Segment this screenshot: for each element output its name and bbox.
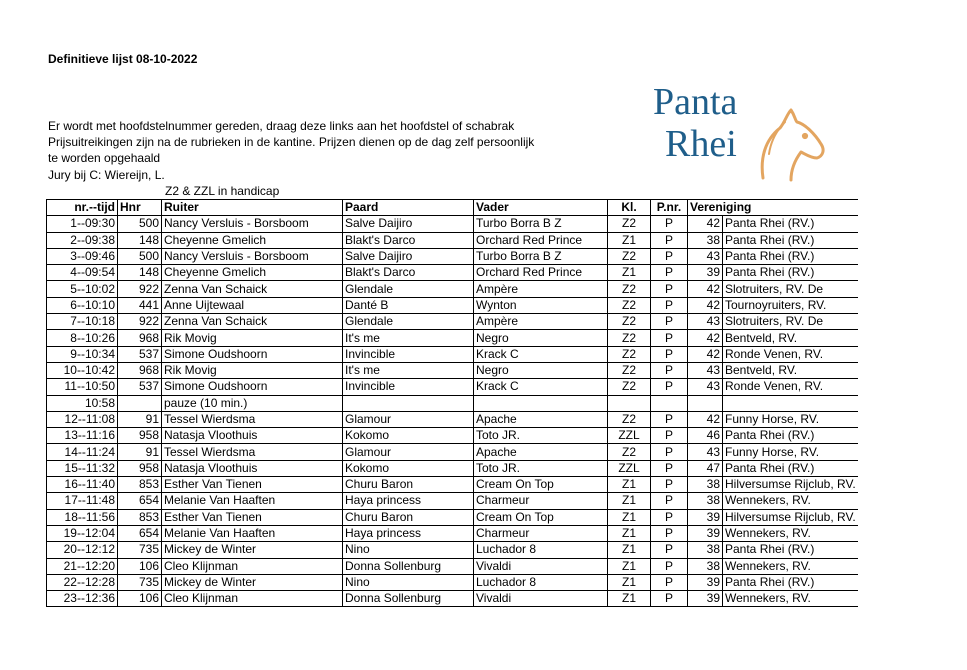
cell-vader <box>474 395 608 411</box>
cell-pnr: P <box>651 265 688 281</box>
cell-kl: ZZL <box>608 460 651 476</box>
cell-hnr: 500 <box>118 216 162 232</box>
header-hnr: Hnr <box>118 200 162 216</box>
cell-hnr: 91 <box>118 444 162 460</box>
table-row <box>47 411 858 427</box>
cell-paard: Haya princess <box>343 525 474 541</box>
cell-pnr: P <box>651 493 688 509</box>
cell-pnr: P <box>651 297 688 313</box>
jury-line: Jury bij C: Wiereijn, L. <box>48 167 165 182</box>
cell-kl: Z1 <box>608 477 651 493</box>
cell-paard: Haya princess <box>343 493 474 509</box>
cell-vader: Negro <box>474 330 608 346</box>
cell-hnr: 537 <box>118 346 162 362</box>
cell-vader: Charmeur <box>474 493 608 509</box>
cell-nr-tijd: 10--10:42 <box>47 362 118 378</box>
cell-nr-tijd: 22--12:28 <box>47 574 118 590</box>
cell-pnr: P <box>651 574 688 590</box>
cell-proef-nr: 38 <box>688 493 723 509</box>
table-row <box>47 477 858 493</box>
cell-vereniging <box>723 395 858 411</box>
cell-vader: Ampère <box>474 314 608 330</box>
cell-proef-nr: 42 <box>688 297 723 313</box>
cell-hnr: 106 <box>118 591 162 607</box>
cell-vereniging: Panta Rhei (RV.) <box>723 542 858 558</box>
intro-line: Prijsuitreikingen zijn na de rubrieken in de kantine. Prijzen dienen op de dag zelf persoonlijk <box>48 135 535 150</box>
cell-nr-tijd: 17--11:48 <box>47 493 118 509</box>
table-row <box>47 314 858 330</box>
cell-hnr: 922 <box>118 281 162 297</box>
cell-nr-tijd: 3--09:46 <box>47 248 118 264</box>
table-row <box>47 428 858 444</box>
header-nr-tijd: nr.--tijd <box>47 200 118 216</box>
cell-paard: It's me <box>343 330 474 346</box>
cell-vereniging: Bentveld, RV. <box>723 330 858 346</box>
cell-vereniging: Wennekers, RV. <box>723 591 858 607</box>
cell-ruiter: Melanie Van Haaften <box>162 493 343 509</box>
cell-ruiter: Mickey de Winter <box>162 574 343 590</box>
cell-kl: Z1 <box>608 509 651 525</box>
cell-ruiter: Melanie Van Haaften <box>162 525 343 541</box>
cell-proef-nr: 42 <box>688 411 723 427</box>
cell-proef-nr: 43 <box>688 444 723 460</box>
cell-pnr: P <box>651 542 688 558</box>
table-row <box>47 232 858 248</box>
cell-pnr: P <box>651 281 688 297</box>
cell-nr-tijd: 6--10:10 <box>47 297 118 313</box>
cell-nr-tijd: 23--12:36 <box>47 591 118 607</box>
table-row <box>47 248 858 264</box>
cell-kl: Z1 <box>608 265 651 281</box>
document-title: Definitieve lijst 08-10-2022 <box>48 52 198 66</box>
cell-hnr: 922 <box>118 314 162 330</box>
cell-hnr: 958 <box>118 428 162 444</box>
cell-vereniging: Wennekers, RV. <box>723 493 858 509</box>
cell-nr-tijd: 7--10:18 <box>47 314 118 330</box>
cell-paard: Donna Sollenburg <box>343 558 474 574</box>
cell-pnr: P <box>651 411 688 427</box>
cell-proef-nr: 38 <box>688 542 723 558</box>
cell-paard: Blakt's Darco <box>343 265 474 281</box>
cell-ruiter: pauze (10 min.) <box>162 395 343 411</box>
cell-hnr: 735 <box>118 542 162 558</box>
table-row <box>47 574 858 590</box>
table-row <box>47 330 858 346</box>
cell-pnr: P <box>651 558 688 574</box>
cell-paard: Kokomo <box>343 460 474 476</box>
cell-hnr: 735 <box>118 574 162 590</box>
cell-vader: Orchard Red Prince <box>474 232 608 248</box>
cell-proef-nr: 43 <box>688 314 723 330</box>
cell-hnr: 441 <box>118 297 162 313</box>
cell-proef-nr: 39 <box>688 525 723 541</box>
cell-kl: Z2 <box>608 362 651 378</box>
cell-vereniging: Panta Rhei (RV.) <box>723 574 858 590</box>
cell-ruiter: Simone Oudshoorn <box>162 346 343 362</box>
cell-kl: Z2 <box>608 330 651 346</box>
cell-proef-nr: 39 <box>688 591 723 607</box>
cell-proef-nr: 39 <box>688 574 723 590</box>
table-row <box>47 281 858 297</box>
cell-vader: Turbo Borra B Z <box>474 216 608 232</box>
cell-hnr: 537 <box>118 379 162 395</box>
cell-ruiter: Natasja Vloothuis <box>162 460 343 476</box>
cell-kl: Z2 <box>608 281 651 297</box>
cell-vereniging: Funny Horse, RV. <box>723 444 858 460</box>
cell-vader: Cream On Top <box>474 509 608 525</box>
cell-hnr <box>118 395 162 411</box>
cell-vereniging: Hilversumse Rijclub, RV. <box>723 477 858 493</box>
cell-nr-tijd: 12--11:08 <box>47 411 118 427</box>
cell-vader: Cream On Top <box>474 477 608 493</box>
horse-head-icon <box>762 110 823 180</box>
cell-paard: Nino <box>343 542 474 558</box>
cell-pnr: P <box>651 477 688 493</box>
panta-rhei-logo <box>645 78 835 188</box>
cell-pnr: P <box>651 591 688 607</box>
cell-kl: Z2 <box>608 411 651 427</box>
cell-proef-nr: 43 <box>688 248 723 264</box>
cell-paard: Invincible <box>343 346 474 362</box>
cell-ruiter: Esther Van Tienen <box>162 509 343 525</box>
cell-vader: Luchador 8 <box>474 542 608 558</box>
cell-vereniging: Panta Rhei (RV.) <box>723 265 858 281</box>
cell-vader: Wynton <box>474 297 608 313</box>
cell-pnr: P <box>651 460 688 476</box>
cell-nr-tijd: 16--11:40 <box>47 477 118 493</box>
cell-ruiter: Cleo Klijnman <box>162 558 343 574</box>
cell-vereniging: Panta Rhei (RV.) <box>723 460 858 476</box>
cell-pnr: P <box>651 509 688 525</box>
cell-kl <box>608 395 651 411</box>
cell-nr-tijd: 5--10:02 <box>47 281 118 297</box>
cell-vereniging: Panta Rhei (RV.) <box>723 428 858 444</box>
cell-proef-nr <box>688 395 723 411</box>
cell-hnr: 654 <box>118 493 162 509</box>
cell-pnr: P <box>651 232 688 248</box>
cell-proef-nr: 39 <box>688 265 723 281</box>
cell-kl: Z2 <box>608 346 651 362</box>
cell-ruiter: Zenna Van Schaick <box>162 314 343 330</box>
cell-pnr: P <box>651 444 688 460</box>
cell-paard <box>343 395 474 411</box>
cell-paard: Blakt's Darco <box>343 232 474 248</box>
cell-pnr: P <box>651 525 688 541</box>
cell-kl: Z2 <box>608 216 651 232</box>
table-row <box>47 379 858 395</box>
cell-hnr: 106 <box>118 558 162 574</box>
table-row <box>47 346 858 362</box>
cell-vereniging: Wennekers, RV. <box>723 525 858 541</box>
cell-kl: Z1 <box>608 558 651 574</box>
table-row <box>47 509 858 525</box>
table-row <box>47 395 858 411</box>
cell-paard: It's me <box>343 362 474 378</box>
header-pnr: P.nr. <box>651 200 688 216</box>
cell-paard: Glamour <box>343 444 474 460</box>
intro-text <box>48 118 534 183</box>
cell-vereniging: Ronde Venen, RV. <box>723 379 858 395</box>
cell-paard: Donna Sollenburg <box>343 591 474 607</box>
cell-kl: Z1 <box>608 232 651 248</box>
cell-paard: Churu Baron <box>343 509 474 525</box>
cell-hnr: 91 <box>118 411 162 427</box>
cell-ruiter: Natasja Vloothuis <box>162 428 343 444</box>
cell-vader: Toto JR. <box>474 460 608 476</box>
cell-vereniging: Funny Horse, RV. <box>723 411 858 427</box>
cell-vader: Toto JR. <box>474 428 608 444</box>
cell-paard: Glendale <box>343 281 474 297</box>
table-row <box>47 362 858 378</box>
table-row <box>47 525 858 541</box>
cell-ruiter: Anne Uijtewaal <box>162 297 343 313</box>
cell-kl: Z2 <box>608 314 651 330</box>
cell-pnr: P <box>651 248 688 264</box>
cell-nr-tijd: 21--12:20 <box>47 558 118 574</box>
cell-paard: Churu Baron <box>343 477 474 493</box>
cell-nr-tijd: 19--12:04 <box>47 525 118 541</box>
cell-kl: Z1 <box>608 525 651 541</box>
cell-kl: Z1 <box>608 493 651 509</box>
cell-kl: Z1 <box>608 591 651 607</box>
cell-proef-nr: 46 <box>688 428 723 444</box>
cell-ruiter: Cheyenne Gmelich <box>162 232 343 248</box>
cell-vader: Negro <box>474 362 608 378</box>
table-row <box>47 493 858 509</box>
cell-nr-tijd: 18--11:56 <box>47 509 118 525</box>
cell-pnr: P <box>651 314 688 330</box>
cell-vader: Apache <box>474 444 608 460</box>
cell-vereniging: Hilversumse Rijclub, RV. <box>723 509 858 525</box>
cell-nr-tijd: 15--11:32 <box>47 460 118 476</box>
cell-nr-tijd: 4--09:54 <box>47 265 118 281</box>
start-list-table <box>46 199 858 607</box>
table-row <box>47 542 858 558</box>
cell-kl: Z1 <box>608 542 651 558</box>
cell-vereniging: Wennekers, RV. <box>723 558 858 574</box>
cell-ruiter: Nancy Versluis - Borsboom <box>162 248 343 264</box>
cell-proef-nr: 38 <box>688 477 723 493</box>
cell-paard: Invincible <box>343 379 474 395</box>
table-row <box>47 297 858 313</box>
cell-paard: Salve Daijiro <box>343 248 474 264</box>
cell-ruiter: Rik Movig <box>162 362 343 378</box>
cell-nr-tijd: 11--10:50 <box>47 379 118 395</box>
cell-paard: Salve Daijiro <box>343 216 474 232</box>
cell-vader: Ampère <box>474 281 608 297</box>
table-row <box>47 558 858 574</box>
class-subheading: Z2 & ZZL in handicap <box>165 184 280 198</box>
cell-nr-tijd: 13--11:16 <box>47 428 118 444</box>
table-body <box>47 216 858 607</box>
cell-hnr: 148 <box>118 232 162 248</box>
intro-line: Er wordt met hoofdstelnummer gereden, draag deze links aan het hoofdstel of schabrak <box>48 119 515 133</box>
table-row <box>47 265 858 281</box>
cell-vader: Orchard Red Prince <box>474 265 608 281</box>
table-header-row <box>47 200 858 216</box>
cell-vader: Vivaldi <box>474 591 608 607</box>
cell-nr-tijd: 1--09:30 <box>47 216 118 232</box>
cell-vereniging: Panta Rhei (RV.) <box>723 216 858 232</box>
cell-vereniging: Bentveld, RV. <box>723 362 858 378</box>
cell-hnr: 148 <box>118 265 162 281</box>
cell-pnr: P <box>651 428 688 444</box>
cell-nr-tijd: 9--10:34 <box>47 346 118 362</box>
cell-ruiter: Cheyenne Gmelich <box>162 265 343 281</box>
cell-paard: Nino <box>343 574 474 590</box>
header-vereniging: Vereniging <box>688 200 858 216</box>
cell-proef-nr: 43 <box>688 362 723 378</box>
cell-paard: Glendale <box>343 314 474 330</box>
cell-vereniging: Panta Rhei (RV.) <box>723 248 858 264</box>
cell-proef-nr: 38 <box>688 558 723 574</box>
cell-nr-tijd: 8--10:26 <box>47 330 118 346</box>
cell-proef-nr: 42 <box>688 281 723 297</box>
cell-ruiter: Nancy Versluis - Borsboom <box>162 216 343 232</box>
cell-ruiter: Mickey de Winter <box>162 542 343 558</box>
cell-proef-nr: 38 <box>688 232 723 248</box>
cell-kl: Z1 <box>608 574 651 590</box>
cell-vader: Luchador 8 <box>474 574 608 590</box>
cell-proef-nr: 43 <box>688 379 723 395</box>
cell-vader: Vivaldi <box>474 558 608 574</box>
logo-text-line2: Rhei <box>665 123 737 165</box>
cell-hnr: 968 <box>118 330 162 346</box>
cell-hnr: 853 <box>118 509 162 525</box>
cell-vader: Turbo Borra B Z <box>474 248 608 264</box>
cell-ruiter: Zenna Van Schaick <box>162 281 343 297</box>
cell-proef-nr: 47 <box>688 460 723 476</box>
cell-paard: Danté B <box>343 297 474 313</box>
cell-ruiter: Tessel Wierdsma <box>162 444 343 460</box>
header-kl: Kl. <box>608 200 651 216</box>
logo-text-line1: Panta <box>653 81 738 123</box>
cell-hnr: 500 <box>118 248 162 264</box>
cell-nr-tijd: 10:58 <box>47 395 118 411</box>
cell-vereniging: Slotruiters, RV. De <box>723 314 858 330</box>
cell-proef-nr: 42 <box>688 216 723 232</box>
cell-vader: Krack C <box>474 379 608 395</box>
cell-kl: Z2 <box>608 248 651 264</box>
cell-hnr: 968 <box>118 362 162 378</box>
header-vader: Vader <box>474 200 608 216</box>
cell-vereniging: Ronde Venen, RV. <box>723 346 858 362</box>
cell-vereniging: Tournoyruiters, RV. <box>723 297 858 313</box>
cell-proef-nr: 42 <box>688 346 723 362</box>
cell-ruiter: Rik Movig <box>162 330 343 346</box>
cell-vader: Charmeur <box>474 525 608 541</box>
cell-pnr: P <box>651 362 688 378</box>
cell-vereniging: Panta Rhei (RV.) <box>723 232 858 248</box>
cell-vader: Krack C <box>474 346 608 362</box>
cell-kl: Z2 <box>608 444 651 460</box>
table-row <box>47 460 858 476</box>
cell-hnr: 853 <box>118 477 162 493</box>
cell-kl: ZZL <box>608 428 651 444</box>
table-row <box>47 591 858 607</box>
cell-hnr: 654 <box>118 525 162 541</box>
intro-line: te worden opgehaald <box>48 151 161 166</box>
cell-nr-tijd: 2--09:38 <box>47 232 118 248</box>
cell-ruiter: Simone Oudshoorn <box>162 379 343 395</box>
cell-nr-tijd: 20--12:12 <box>47 542 118 558</box>
cell-vereniging: Slotruiters, RV. De <box>723 281 858 297</box>
header-paard: Paard <box>343 200 474 216</box>
cell-ruiter: Tessel Wierdsma <box>162 411 343 427</box>
cell-kl: Z2 <box>608 297 651 313</box>
cell-hnr: 958 <box>118 460 162 476</box>
header-ruiter: Ruiter <box>162 200 343 216</box>
cell-vader: Apache <box>474 411 608 427</box>
cell-proef-nr: 39 <box>688 509 723 525</box>
cell-ruiter: Cleo Klijnman <box>162 591 343 607</box>
cell-pnr: P <box>651 379 688 395</box>
cell-ruiter: Esther Van Tienen <box>162 477 343 493</box>
cell-paard: Glamour <box>343 411 474 427</box>
table-row <box>47 216 858 232</box>
cell-pnr <box>651 395 688 411</box>
table-row <box>47 444 858 460</box>
cell-pnr: P <box>651 346 688 362</box>
cell-kl: Z2 <box>608 379 651 395</box>
cell-paard: Kokomo <box>343 428 474 444</box>
cell-nr-tijd: 14--11:24 <box>47 444 118 460</box>
cell-pnr: P <box>651 216 688 232</box>
cell-proef-nr: 42 <box>688 330 723 346</box>
cell-pnr: P <box>651 330 688 346</box>
